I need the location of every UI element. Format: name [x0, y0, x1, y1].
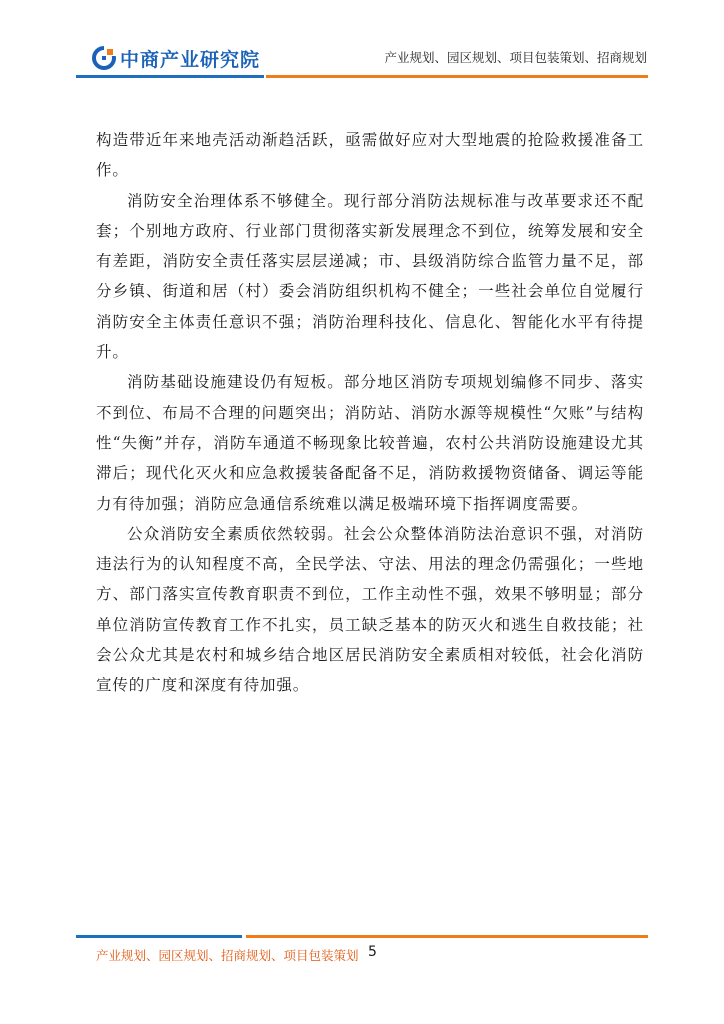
header-tagline: 产业规划、园区规划、项目包装策划、招商规划: [384, 50, 647, 65]
logo-text: 中商产业研究院: [120, 48, 261, 71]
logo-mark-icon: [92, 46, 116, 70]
paragraph-4: 公众消防安全素质依然较弱。社会公众整体消防法治意识不强，对消防违法行为的认知程度不高，全民学法、守法、用法的理念仍需强化；一些地方、部门落实宣传教育职责不到位，工作主动性不强，效果不够明显；部分单位消防宣传教育工作不扎实，员工缺乏基本的防灭火和逃生自救技能；社会公众尤其是农村和城乡结合地区居民消防安全素质相对较低，社会化消防宣传的广度和深度有待加强。: [96, 524, 644, 695]
document-body: [96, 125, 644, 701]
footer-tagline: 产业规划、园区规划、招商规划、项目包装策划: [96, 948, 359, 963]
paragraph-3: 消防基础设施建设仍有短板。部分地区消防专项规划编修不同步、落实不到位、布局不合理的问题突出；消防站、消防水源等规模性“欠账”与结构性“失衡”并存，消防车通道不畅现象比较普遍，农村公共消防设施建设尤其滞后；现代化灭火和应急救援装备配备不足，消防救援物资储备、调运等能力有待加强；消防应急通信系统难以满足极端环境下指挥调度需要。: [96, 373, 644, 513]
page-header: [0, 0, 724, 82]
paragraph-1: 构造带近年来地壳活动渐趋活跃，亟需做好应对大型地震的抢险救援准备工作。: [96, 131, 644, 180]
footer-rule-orange: [246, 935, 648, 938]
header-rule-orange: [266, 75, 648, 78]
footer-rule-blue: [76, 935, 242, 938]
logo: [92, 44, 260, 72]
page-number: 5: [368, 944, 377, 960]
paragraph-2: 消防安全治理体系不够健全。现行部分消防法规标准与改革要求还不配套；个别地方政府、行业部门贯彻落实新发展理念不到位，统筹发展和安全有差距，消防安全责任落实层层递减；市、县级消防综合监管力量不足，部分乡镇、街道和居（村）委会消防组织机构不健全；一些社会单位自觉履行消防安全主体责任意识不强；消防治理科技化、信息化、智能化水平有待提升。: [96, 191, 644, 362]
header-rule-blue: [76, 75, 264, 78]
